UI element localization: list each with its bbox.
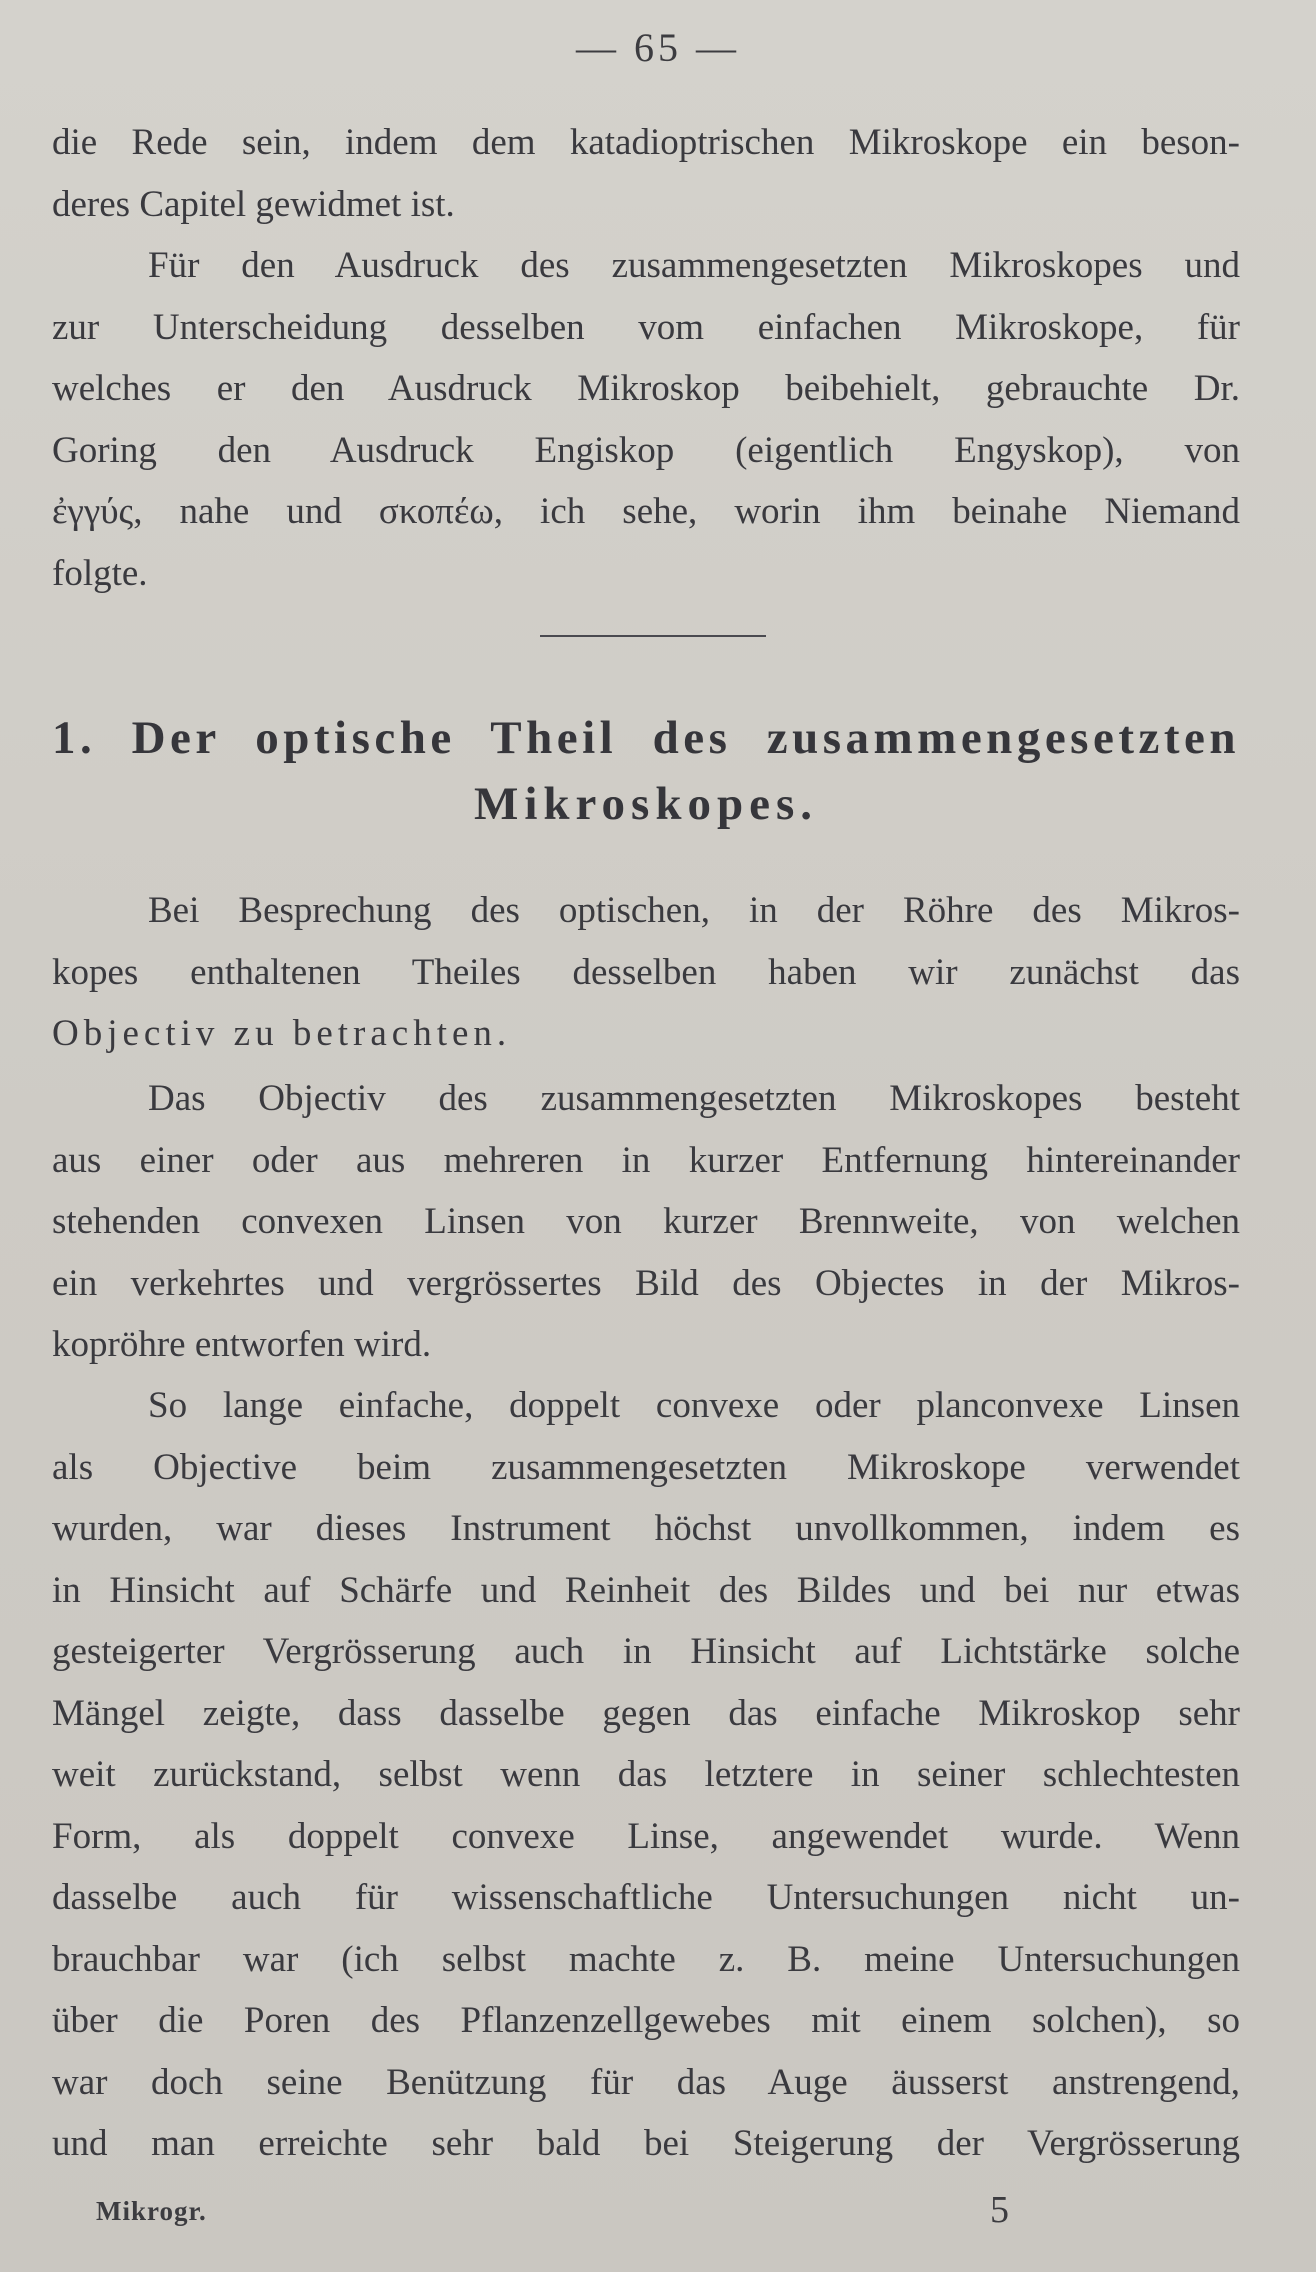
text-line: brauchbar war (ich selbst machte z. B. meine Untersuchungen — [52, 1938, 1240, 1980]
section-heading-line2: Mikroskopes. — [473, 778, 819, 830]
text-line: ἐγγύς, nahe und σκοπέω, ich sehe, worin ihm beinahe Niemand — [52, 491, 1240, 532]
section-heading-line1: 1. Der optische Theil des zusammengesetzten — [52, 712, 1240, 764]
text-line: ein verkehrtes und vergrössertes Bild des Objectes in der Mikros- — [52, 1262, 1240, 1304]
text-line: dasselbe auch für wissenschaftliche Untersuchungen nicht un- — [52, 1877, 1240, 1918]
text-line: wurden, war dieses Instrument höchst unvollkommen, indem es — [52, 1508, 1240, 1549]
text-line: Für den Ausdruck des zusammengesetzten Mikroskopes und — [148, 245, 1240, 286]
paragraph-simple-lenses — [52, 1375, 1240, 2175]
text-line: welches er den Ausdruck Mikroskop beibehielt, gebrauchte Dr. — [52, 368, 1240, 409]
text-line: und man erreichte sehr bald bei Steigerung der Vergrösserung — [52, 2123, 1240, 2164]
signature-mark: Mikrogr. — [96, 2196, 207, 2226]
text-line: folgte. — [52, 552, 148, 594]
text-line: war doch seine Benützung für das Auge äusserst anstrengend, — [52, 2061, 1240, 2103]
text-line: zur Unterscheidung desselben vom einfachen Mikroskope, für — [52, 306, 1240, 348]
text-line: gesteigerter Vergrösserung auch in Hinsicht auf Lichtstärke solche — [52, 1631, 1240, 1672]
text-line: deres Capitel gewidmet ist. — [52, 183, 455, 225]
text-line: kopröhre entworfen wird. — [52, 1324, 432, 1365]
sheet-number: 5 — [990, 2189, 1009, 2231]
text-line: stehenden convexen Linsen von kurzer Brennweite, von welchen — [52, 1201, 1240, 1242]
text-line: Mängel zeigte, dass dasselbe gegen das einfache Mikroskop sehr — [52, 1692, 1240, 1734]
paragraph-objectiv-intro — [52, 880, 1240, 1065]
text-line: in Hinsicht auf Schärfe und Reinheit des Bildes und bei nur etwas — [52, 1569, 1240, 1611]
text-line: aus einer oder aus mehreren in kurzer Entfernung hintereinander — [52, 1139, 1240, 1181]
page-number-header: — 65 — — [576, 25, 740, 70]
text-line: Goring den Ausdruck Engiskop (eigentlich Engyskop), von — [52, 429, 1240, 471]
text-line: Objectiv zu betrachten. — [52, 1013, 512, 1054]
text-line: Bei Besprechung des optischen, in der Röhre des Mikros- — [148, 890, 1240, 931]
text-line: weit zurückstand, selbst wenn das letztere in seiner schlechtesten — [52, 1754, 1240, 1795]
text-line: kopes enthaltenen Theiles desselben haben wir zunächst das — [52, 951, 1240, 993]
text-line: über die Poren des Pflanzenzellgewebes mit einem solchen), so — [52, 2000, 1240, 2041]
text-line: So lange einfache, doppelt convexe oder planconvexe Linsen — [148, 1385, 1240, 1426]
text-line: Das Objectiv des zusammengesetzten Mikroskopes besteht — [148, 1078, 1240, 1119]
paragraph-continuation — [52, 112, 1240, 235]
paragraph-goring — [52, 235, 1240, 604]
text-line: Form, als doppelt convexe Linse, angewendet wurde. Wenn — [52, 1815, 1240, 1857]
paragraph-objectiv-definition — [52, 1068, 1240, 1376]
text-line: als Objective beim zusammengesetzten Mikroskope verwendet — [52, 1446, 1240, 1488]
text-line: die Rede sein, indem dem katadioptrischen Mikroskope ein beson- — [52, 122, 1240, 163]
section-separator-rule — [540, 635, 766, 637]
section-heading — [52, 705, 1240, 837]
